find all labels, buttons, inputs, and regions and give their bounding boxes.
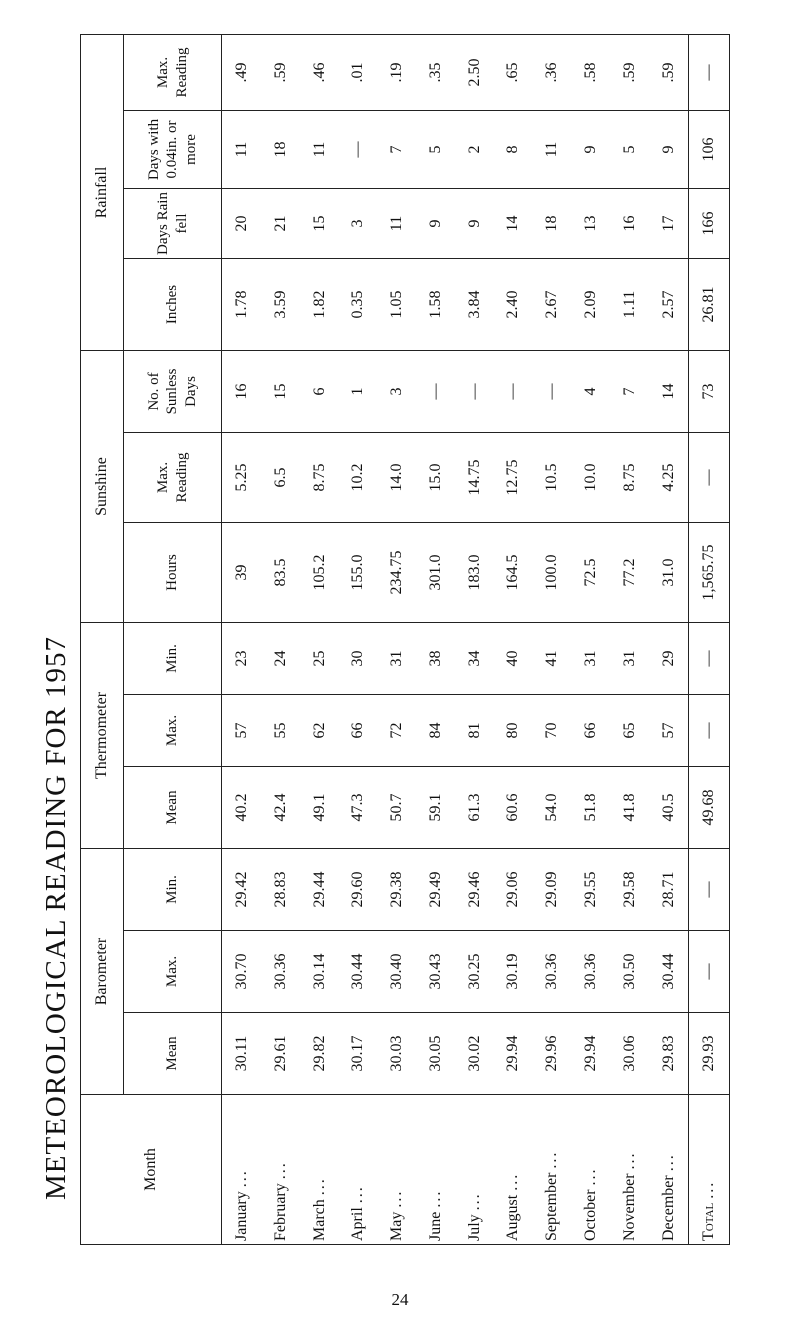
cell-baro-max: 30.50	[610, 931, 649, 1013]
cell-rain-max: —	[689, 34, 730, 110]
cell-sun-sunless: 1	[339, 351, 378, 433]
leader-dots: ...	[543, 1150, 561, 1169]
cell-baro-mean: 30.17	[339, 1013, 378, 1095]
cell-rain-inches: 3.84	[455, 259, 494, 351]
cell-therm-mean: 49.68	[689, 767, 730, 849]
table-row	[610, 34, 649, 1244]
col-header-sun-max: Max. Reading	[124, 433, 222, 523]
cell-baro-min: 29.55	[571, 849, 610, 931]
cell-baro-max: 30.36	[571, 931, 610, 1013]
cell-rain-days-004: 11	[300, 111, 339, 189]
cell-sun-max: 12.75	[494, 433, 533, 523]
cell-rain-max: .58	[571, 34, 610, 110]
col-header-sun-sunless: No. of Sunless Days	[124, 351, 222, 433]
cell-rain-days-fell: 3	[339, 189, 378, 259]
month-label: September	[543, 1172, 561, 1241]
cell-baro-mean: 29.83	[649, 1013, 689, 1095]
cell-rain-days-004: 106	[689, 111, 730, 189]
col-header-rain-max: Max. Reading	[124, 34, 222, 110]
cell-therm-max: 57	[649, 695, 689, 767]
cell-sun-max: 10.2	[339, 433, 378, 523]
cell-baro-mean: 29.61	[261, 1013, 300, 1095]
cell-sun-max: 4.25	[649, 433, 689, 523]
cell-rain-max: .36	[533, 34, 572, 110]
cell-rain-days-fell: 166	[689, 189, 730, 259]
cell-baro-mean: 30.11	[222, 1013, 262, 1095]
cell-baro-mean: 29.94	[571, 1013, 610, 1095]
col-header-baro-max: Max.	[124, 931, 222, 1013]
cell-baro-max: 30.19	[494, 931, 533, 1013]
col-header-baro-mean: Mean	[124, 1013, 222, 1095]
cell-therm-min: 38	[416, 623, 455, 695]
cell-sun-sunless: 4	[571, 351, 610, 433]
cell-rain-days-004: 5	[610, 111, 649, 189]
cell-therm-mean: 41.8	[610, 767, 649, 849]
cell-therm-mean: 40.2	[222, 767, 262, 849]
table-row	[494, 34, 533, 1244]
month-label: April	[349, 1207, 367, 1241]
cell-rain-days-fell: 15	[300, 189, 339, 259]
cell-therm-max: 55	[261, 695, 300, 767]
month-label: November	[620, 1173, 638, 1241]
cell-rain-inches: 1.82	[300, 259, 339, 351]
cell-sun-hours: 164.5	[494, 523, 533, 623]
cell-therm-min: 31	[610, 623, 649, 695]
cell-rain-days-004: 2	[455, 111, 494, 189]
col-header-therm-mean: Mean	[124, 767, 222, 849]
cell-sun-sunless: 6	[300, 351, 339, 433]
table-row	[261, 34, 300, 1244]
cell-sun-max: 8.75	[300, 433, 339, 523]
cell-therm-max: 72	[377, 695, 416, 767]
month-label: October	[581, 1189, 599, 1241]
cell-baro-min: 29.42	[222, 849, 262, 931]
cell-baro-min: —	[689, 849, 730, 931]
cell-therm-min: 31	[377, 623, 416, 695]
month-label: March	[310, 1199, 328, 1241]
col-header-rain-days-004: Days with 0.04in. or more	[124, 111, 222, 189]
page-title: METEOROLOGICAL READING FOR 1957	[40, 636, 72, 1200]
month-cell	[689, 1095, 730, 1245]
cell-baro-min: 29.09	[533, 849, 572, 931]
leader-dots: ...	[581, 1167, 599, 1186]
cell-rain-inches: 26.81	[689, 259, 730, 351]
leader-dots: ...	[310, 1177, 328, 1196]
cell-therm-min: —	[689, 623, 730, 695]
cell-sun-max: 15.0	[416, 433, 455, 523]
cell-sun-sunless: —	[455, 351, 494, 433]
cell-therm-mean: 54.0	[533, 767, 572, 849]
page-number: 24	[391, 1290, 409, 1309]
cell-therm-max: —	[689, 695, 730, 767]
cell-rain-days-fell: 16	[610, 189, 649, 259]
table-row	[300, 34, 339, 1244]
month-label: February	[271, 1183, 289, 1241]
cell-sun-sunless: —	[494, 351, 533, 433]
leader-dots: ...	[700, 1180, 718, 1199]
cell-therm-mean: 40.5	[649, 767, 689, 849]
cell-therm-min: 40	[494, 623, 533, 695]
cell-sun-sunless: —	[533, 351, 572, 433]
cell-baro-max: 30.40	[377, 931, 416, 1013]
cell-therm-min: 29	[649, 623, 689, 695]
cell-therm-max: 65	[610, 695, 649, 767]
cell-sun-hours: 83.5	[261, 523, 300, 623]
month-label: December	[659, 1175, 677, 1241]
cell-sun-sunless: 73	[689, 351, 730, 433]
cell-sun-hours: 77.2	[610, 523, 649, 623]
cell-therm-max: 70	[533, 695, 572, 767]
cell-baro-min: 29.58	[610, 849, 649, 931]
cell-sun-max: 6.5	[261, 433, 300, 523]
cell-sun-max: 14.0	[377, 433, 416, 523]
cell-therm-mean: 47.3	[339, 767, 378, 849]
month-cell	[416, 1095, 455, 1245]
cell-baro-mean: 30.06	[610, 1013, 649, 1095]
cell-sun-max: 5.25	[222, 433, 262, 523]
cell-baro-min: 29.06	[494, 849, 533, 931]
cell-therm-max: 84	[416, 695, 455, 767]
cell-therm-mean: 49.1	[300, 767, 339, 849]
cell-sun-hours: 100.0	[533, 523, 572, 623]
cell-baro-min: 29.60	[339, 849, 378, 931]
cell-baro-max: 30.14	[300, 931, 339, 1013]
cell-baro-mean: 30.02	[455, 1013, 494, 1095]
month-cell	[571, 1095, 610, 1245]
cell-sun-hours: 31.0	[649, 523, 689, 623]
cell-sun-hours: 72.5	[571, 523, 610, 623]
cell-therm-max: 66	[571, 695, 610, 767]
cell-sun-hours: 301.0	[416, 523, 455, 623]
month-cell	[261, 1095, 300, 1245]
cell-therm-mean: 59.1	[416, 767, 455, 849]
col-header-baro-min: Min.	[124, 849, 222, 931]
month-label: August	[504, 1194, 522, 1241]
cell-baro-max: 30.25	[455, 931, 494, 1013]
cell-rain-max: 2.50	[455, 34, 494, 110]
col-header-therm-max: Max.	[124, 695, 222, 767]
cell-therm-max: 80	[494, 695, 533, 767]
cell-sun-sunless: 3	[377, 351, 416, 433]
col-header-rain-inches: Inches	[124, 259, 222, 351]
cell-rain-days-fell: 9	[416, 189, 455, 259]
table-body	[222, 34, 730, 1244]
cell-baro-mean: 30.05	[416, 1013, 455, 1095]
cell-rain-days-fell: 9	[455, 189, 494, 259]
month-header: Month	[81, 1095, 222, 1245]
cell-baro-mean: 29.82	[300, 1013, 339, 1095]
cell-sun-max: 14.75	[455, 433, 494, 523]
cell-rain-inches: 1.05	[377, 259, 416, 351]
cell-baro-max: 30.36	[533, 931, 572, 1013]
cell-rain-inches: 1.58	[416, 259, 455, 351]
leader-dots: ...	[659, 1153, 677, 1172]
cell-therm-max: 81	[455, 695, 494, 767]
cell-therm-max: 57	[222, 695, 262, 767]
month-label: Total	[700, 1202, 718, 1241]
table-row	[222, 34, 262, 1244]
cell-sun-hours: 234.75	[377, 523, 416, 623]
cell-rain-inches: 3.59	[261, 259, 300, 351]
month-cell	[339, 1095, 378, 1245]
total-row	[689, 34, 730, 1244]
month-cell	[300, 1095, 339, 1245]
leader-dots: ...	[271, 1161, 289, 1180]
cell-rain-days-fell: 21	[261, 189, 300, 259]
leader-dots: ...	[388, 1189, 406, 1208]
cell-rain-max: .49	[222, 34, 262, 110]
cell-rain-days-004: —	[339, 111, 378, 189]
cell-baro-max: 30.43	[416, 931, 455, 1013]
leader-dots: ...	[426, 1189, 444, 1208]
cell-rain-max: .01	[339, 34, 378, 110]
cell-rain-days-004: 7	[377, 111, 416, 189]
cell-rain-inches: 1.11	[610, 259, 649, 351]
cell-sun-hours: 105.2	[300, 523, 339, 623]
meteorological-table-container	[80, 35, 730, 1245]
cell-baro-max: —	[689, 931, 730, 1013]
cell-rain-inches: 2.09	[571, 259, 610, 351]
cell-rain-max: .59	[261, 34, 300, 110]
table-row	[455, 34, 494, 1244]
month-label: July	[465, 1214, 483, 1241]
cell-rain-days-004: 9	[649, 111, 689, 189]
cell-therm-mean: 50.7	[377, 767, 416, 849]
leader-dots: ...	[465, 1192, 483, 1211]
cell-therm-min: 30	[339, 623, 378, 695]
cell-rain-days-004: 18	[261, 111, 300, 189]
month-cell	[494, 1095, 533, 1245]
table-row	[339, 34, 378, 1244]
cell-rain-max: .65	[494, 34, 533, 110]
month-cell	[533, 1095, 572, 1245]
cell-baro-min: 29.44	[300, 849, 339, 931]
cell-rain-days-004: 5	[416, 111, 455, 189]
cell-rain-inches: 2.57	[649, 259, 689, 351]
cell-rain-days-fell: 20	[222, 189, 262, 259]
cell-rain-days-fell: 11	[377, 189, 416, 259]
cell-therm-min: 41	[533, 623, 572, 695]
cell-baro-mean: 29.93	[689, 1013, 730, 1095]
table-row	[416, 34, 455, 1244]
cell-rain-days-004: 11	[222, 111, 262, 189]
cell-rain-max: .59	[649, 34, 689, 110]
cell-therm-mean: 42.4	[261, 767, 300, 849]
barometer-header: Barometer	[81, 849, 124, 1095]
meteorological-table	[80, 34, 730, 1245]
cell-therm-max: 62	[300, 695, 339, 767]
cell-baro-min: 29.46	[455, 849, 494, 931]
cell-rain-max: .59	[610, 34, 649, 110]
cell-sun-max: 8.75	[610, 433, 649, 523]
cell-therm-min: 31	[571, 623, 610, 695]
cell-therm-min: 25	[300, 623, 339, 695]
cell-rain-max: .35	[416, 34, 455, 110]
cell-baro-mean: 29.96	[533, 1013, 572, 1095]
cell-baro-min: 29.38	[377, 849, 416, 931]
col-header-therm-min: Min.	[124, 623, 222, 695]
cell-rain-inches: 0.35	[339, 259, 378, 351]
cell-sun-max: 10.5	[533, 433, 572, 523]
col-header-sun-hours: Hours	[124, 523, 222, 623]
month-label: January	[232, 1191, 250, 1241]
leader-dots: ...	[504, 1172, 522, 1191]
cell-baro-max: 30.70	[222, 931, 262, 1013]
cell-baro-max: 30.44	[649, 931, 689, 1013]
cell-rain-days-004: 9	[571, 111, 610, 189]
cell-rain-days-fell: 17	[649, 189, 689, 259]
month-cell	[649, 1095, 689, 1245]
month-cell	[610, 1095, 649, 1245]
leader-dots: ...	[349, 1185, 367, 1204]
thermometer-header: Thermometer	[81, 623, 124, 849]
cell-rain-inches: 1.78	[222, 259, 262, 351]
cell-baro-max: 30.44	[339, 931, 378, 1013]
cell-sun-hours: 183.0	[455, 523, 494, 623]
cell-therm-mean: 61.3	[455, 767, 494, 849]
cell-baro-min: 28.71	[649, 849, 689, 931]
leader-dots: ...	[620, 1151, 638, 1170]
month-label: June	[426, 1211, 444, 1241]
cell-sun-sunless: 7	[610, 351, 649, 433]
col-header-rain-days-fell: Days Rain fell	[124, 189, 222, 259]
cell-rain-days-004: 11	[533, 111, 572, 189]
table-row	[377, 34, 416, 1244]
cell-rain-days-fell: 13	[571, 189, 610, 259]
cell-therm-min: 34	[455, 623, 494, 695]
cell-rain-days-fell: 14	[494, 189, 533, 259]
cell-baro-max: 30.36	[261, 931, 300, 1013]
cell-sun-max: —	[689, 433, 730, 523]
cell-sun-sunless: 14	[649, 351, 689, 433]
cell-rain-inches: 2.40	[494, 259, 533, 351]
sunshine-header: Sunshine	[81, 351, 124, 623]
rainfall-header: Rainfall	[81, 34, 124, 350]
month-cell	[222, 1095, 262, 1245]
cell-therm-max: 66	[339, 695, 378, 767]
table-row	[571, 34, 610, 1244]
cell-baro-min: 28.83	[261, 849, 300, 931]
cell-rain-inches: 2.67	[533, 259, 572, 351]
cell-rain-days-fell: 18	[533, 189, 572, 259]
month-label: May	[388, 1211, 406, 1241]
cell-sun-sunless: —	[416, 351, 455, 433]
cell-therm-mean: 60.6	[494, 767, 533, 849]
cell-sun-hours: 39	[222, 523, 262, 623]
cell-sun-sunless: 15	[261, 351, 300, 433]
cell-rain-days-004: 8	[494, 111, 533, 189]
cell-baro-mean: 29.94	[494, 1013, 533, 1095]
cell-rain-max: .19	[377, 34, 416, 110]
cell-therm-min: 24	[261, 623, 300, 695]
cell-sun-hours: 155.0	[339, 523, 378, 623]
cell-sun-sunless: 16	[222, 351, 262, 433]
table-row	[533, 34, 572, 1244]
cell-baro-mean: 30.03	[377, 1013, 416, 1095]
cell-therm-mean: 51.8	[571, 767, 610, 849]
cell-baro-min: 29.49	[416, 849, 455, 931]
cell-therm-min: 23	[222, 623, 262, 695]
table-row	[649, 34, 689, 1244]
cell-sun-max: 10.0	[571, 433, 610, 523]
month-cell	[377, 1095, 416, 1245]
cell-sun-hours: 1,565.75	[689, 523, 730, 623]
cell-rain-max: .46	[300, 34, 339, 110]
month-cell	[455, 1095, 494, 1245]
leader-dots: ...	[232, 1169, 250, 1188]
